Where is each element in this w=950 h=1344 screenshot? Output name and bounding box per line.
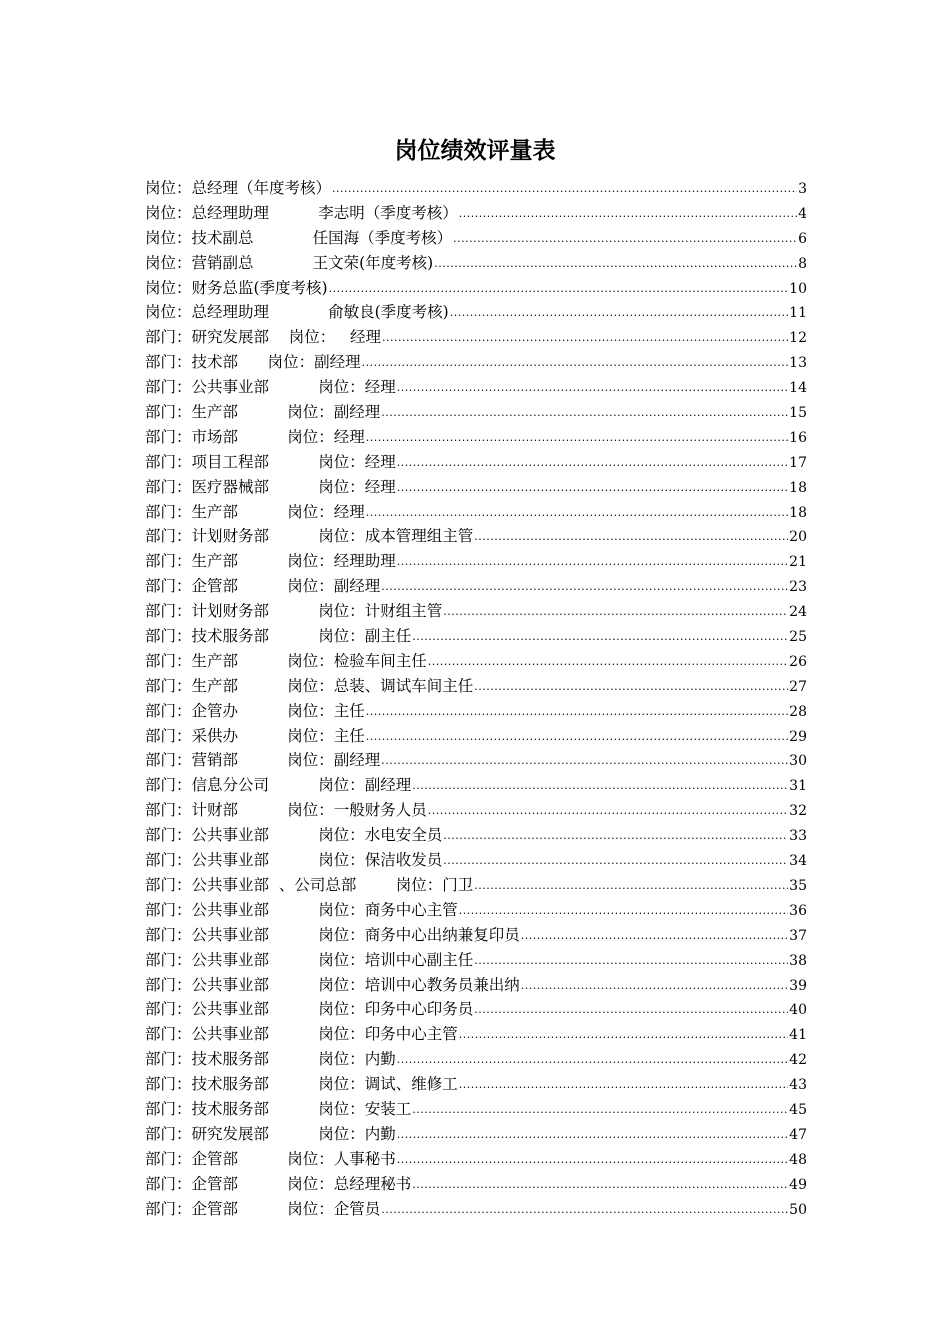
toc-entry[interactable]	[145, 1097, 807, 1122]
toc-entry-text: 部门：计划财务部 岗位：计财组主管	[145, 602, 443, 621]
dot-leader	[474, 874, 788, 899]
toc-page-number: 4	[798, 205, 807, 222]
toc-entry-text: 部门：技术服务部 岗位：调试、维修工	[145, 1075, 458, 1094]
toc-entry-text: 部门：技术服务部 岗位：副主任	[145, 627, 412, 646]
toc-entry[interactable]	[145, 948, 807, 973]
toc-entry[interactable]	[145, 425, 807, 450]
toc-entry-text: 部门：企管部 岗位：总经理秘书	[145, 1174, 412, 1193]
toc-entry-text: 部门：项目工程部 岗位：经理	[145, 452, 396, 471]
table-of-contents	[145, 176, 807, 1221]
toc-entry[interactable]	[145, 450, 807, 475]
dot-leader	[459, 899, 788, 924]
toc-entry-text: 部门：研究发展部 岗位： 经理	[145, 328, 381, 347]
toc-entry[interactable]	[145, 375, 807, 400]
dot-leader	[397, 1048, 788, 1073]
dot-leader	[474, 949, 788, 974]
toc-entry-text: 部门：公共事业部 岗位：商务中心出纳兼复印员	[145, 925, 520, 944]
toc-entry[interactable]	[145, 176, 807, 201]
dot-leader	[397, 376, 788, 401]
toc-entry-text: 部门：技术服务部 岗位：内勤	[145, 1050, 396, 1069]
toc-entry[interactable]	[145, 226, 807, 251]
toc-page-number: 34	[789, 853, 807, 870]
toc-entry-text: 部门：公共事业部 岗位：经理	[145, 378, 396, 397]
toc-page-number: 48	[789, 1151, 807, 1168]
toc-page-number: 33	[789, 828, 807, 845]
toc-entry[interactable]	[145, 350, 807, 375]
toc-entry[interactable]	[145, 276, 807, 301]
dot-leader	[443, 600, 788, 625]
toc-entry-text: 部门：研究发展部 岗位：内勤	[145, 1124, 396, 1143]
toc-entry[interactable]	[145, 1047, 807, 1072]
toc-entry-text: 部门：计划财务部 岗位：成本管理组主管	[145, 527, 474, 546]
dot-leader	[362, 351, 789, 376]
dot-leader	[521, 924, 788, 949]
toc-entry-text: 部门：公共事业部 岗位：印务中心主管	[145, 1025, 458, 1044]
dot-leader	[428, 650, 788, 675]
toc-page-number: 6	[798, 230, 807, 247]
toc-page-number: 36	[789, 902, 807, 919]
dot-leader	[366, 700, 788, 725]
toc-entry[interactable]	[145, 1147, 807, 1172]
toc-page-number: 28	[789, 703, 807, 720]
toc-entry-text: 部门：采供办 岗位：主任	[145, 726, 365, 745]
toc-entry[interactable]	[145, 475, 807, 500]
toc-entry-text: 部门：公共事业部 岗位：培训中心副主任	[145, 950, 474, 969]
toc-page-number: 15	[789, 405, 807, 422]
toc-entry-text: 部门：技术服务部 岗位：安装工	[145, 1099, 412, 1118]
toc-entry-text: 部门：生产部 岗位：总装、调试车间主任	[145, 676, 474, 695]
toc-entry-text: 岗位：营销副总 王文荣(年度考核)	[145, 253, 434, 272]
toc-entry-text: 部门：技术部 岗位：副经理	[145, 353, 361, 372]
dot-leader	[450, 301, 788, 326]
dot-leader	[397, 550, 788, 575]
toc-entry[interactable]	[145, 973, 807, 998]
toc-page-number: 27	[789, 678, 807, 695]
toc-entry-text: 部门：公共事业部 岗位：印务中心印务员	[145, 1000, 474, 1019]
dot-leader	[366, 501, 788, 526]
toc-page-number: 13	[789, 355, 807, 372]
toc-page-number: 38	[789, 952, 807, 969]
dot-leader	[412, 625, 788, 650]
toc-entry-text: 岗位：总经理助理 俞敏良(季度考核)	[145, 303, 449, 322]
toc-entry-text: 部门：医疗器械部 岗位：经理	[145, 477, 396, 496]
dot-leader	[428, 799, 788, 824]
toc-page-number: 39	[789, 977, 807, 994]
toc-page-number: 25	[789, 629, 807, 646]
toc-page-number: 29	[789, 728, 807, 745]
toc-page-number: 12	[789, 330, 807, 347]
dot-leader	[381, 1198, 788, 1223]
toc-page-number: 50	[789, 1201, 807, 1218]
toc-entry[interactable]	[145, 201, 807, 226]
toc-entry[interactable]	[145, 549, 807, 574]
toc-entry[interactable]	[145, 823, 807, 848]
toc-entry[interactable]	[145, 997, 807, 1022]
toc-page-number: 37	[789, 927, 807, 944]
toc-entry-text: 部门：生产部 岗位：经理	[145, 502, 365, 521]
toc-entry-text: 部门：营销部 岗位：副经理	[145, 751, 381, 770]
toc-entry[interactable]	[145, 624, 807, 649]
toc-entry-text: 岗位：总经理助理 李志明（季度考核）	[145, 203, 458, 222]
toc-entry[interactable]	[145, 649, 807, 674]
toc-entry-text: 部门：生产部 岗位：检验车间主任	[145, 651, 427, 670]
toc-entry[interactable]	[145, 300, 807, 325]
toc-entry[interactable]	[145, 798, 807, 823]
toc-entry[interactable]	[145, 699, 807, 724]
toc-page-number: 26	[789, 653, 807, 670]
toc-entry[interactable]	[145, 574, 807, 599]
dot-leader	[459, 202, 797, 227]
toc-page-number: 16	[789, 429, 807, 446]
toc-entry-text: 岗位：财务总监(季度考核)	[145, 278, 328, 297]
dot-leader	[381, 401, 788, 426]
page-title: 岗位绩效评量表	[394, 138, 556, 164]
toc-entry-text: 部门：公共事业部 岗位：保洁收发员	[145, 851, 443, 870]
toc-page-number: 18	[789, 504, 807, 521]
toc-page-number: 40	[789, 1002, 807, 1019]
toc-entry-text: 部门：企管部 岗位：企管员	[145, 1199, 381, 1218]
toc-page-number: 47	[789, 1126, 807, 1143]
dot-leader	[397, 1123, 788, 1148]
toc-entry[interactable]	[145, 599, 807, 624]
toc-page-number: 3	[798, 181, 807, 197]
toc-entry[interactable]	[145, 1022, 807, 1047]
toc-page-number: 31	[789, 778, 807, 795]
toc-entry-text: 部门：企管部 岗位：人事秘书	[145, 1149, 396, 1168]
toc-entry[interactable]	[145, 848, 807, 873]
dot-leader	[397, 1148, 788, 1173]
toc-entry-text: 部门：公共事业部 、公司总部 岗位：门卫	[145, 875, 474, 894]
toc-entry-text: 部门：市场部 岗位：经理	[145, 427, 365, 446]
toc-page-number: 45	[789, 1101, 807, 1118]
dot-leader	[412, 1098, 788, 1123]
dot-leader	[366, 426, 788, 451]
toc-entry-text: 部门：生产部 岗位：副经理	[145, 403, 381, 422]
toc-page-number: 30	[789, 753, 807, 770]
toc-page-number: 41	[789, 1027, 807, 1044]
toc-page-number: 21	[789, 554, 807, 571]
toc-page-number: 20	[789, 529, 807, 546]
toc-page-number: 49	[789, 1176, 807, 1193]
toc-entry-text: 部门：企管部 岗位：副经理	[145, 577, 381, 596]
toc-page-number: 23	[789, 579, 807, 596]
toc-entry[interactable]	[145, 674, 807, 699]
dot-leader	[412, 1173, 788, 1198]
dot-leader	[474, 998, 788, 1023]
toc-page-number: 18	[789, 479, 807, 496]
toc-entry[interactable]	[145, 773, 807, 798]
dot-leader	[397, 476, 788, 501]
toc-entry[interactable]	[145, 500, 807, 525]
toc-page-number: 10	[789, 280, 807, 297]
dot-leader	[459, 1073, 788, 1098]
dot-leader	[381, 749, 788, 774]
toc-entry[interactable]	[145, 898, 807, 923]
toc-entry[interactable]	[145, 724, 807, 749]
toc-entry-text: 部门：公共事业部 岗位：培训中心教务员兼出纳	[145, 975, 520, 994]
toc-entry[interactable]	[145, 325, 807, 350]
toc-page-number: 24	[789, 604, 807, 621]
toc-entry[interactable]	[145, 748, 807, 773]
dot-leader	[381, 575, 788, 600]
toc-entry[interactable]	[145, 251, 807, 276]
toc-page-number: 11	[789, 305, 807, 322]
dot-leader	[443, 824, 788, 849]
toc-entry[interactable]	[145, 400, 807, 425]
dot-leader	[459, 1023, 788, 1048]
toc-entry-text: 岗位：总经理（年度考核）	[145, 179, 332, 197]
toc-entry-text: 部门：计财部 岗位：一般财务人员	[145, 801, 427, 820]
toc-entry-text: 部门：生产部 岗位：经理助理	[145, 552, 396, 571]
toc-entry[interactable]	[145, 923, 807, 948]
toc-page-number: 32	[789, 803, 807, 820]
dot-leader	[474, 675, 788, 700]
dot-leader	[521, 974, 788, 999]
toc-entry-text: 岗位：技术副总 任国海（季度考核）	[145, 228, 453, 247]
toc-page-number: 14	[789, 380, 807, 397]
dot-leader	[434, 252, 797, 277]
dot-leader	[474, 525, 788, 550]
dot-leader	[453, 227, 797, 252]
toc-page-number: 17	[789, 454, 807, 471]
dot-leader	[329, 277, 789, 302]
toc-entry[interactable]	[145, 873, 807, 898]
toc-page-number: 43	[789, 1077, 807, 1094]
dot-leader	[366, 725, 788, 750]
toc-page-number: 42	[789, 1052, 807, 1069]
dot-leader	[332, 177, 797, 202]
toc-entry[interactable]	[145, 1197, 807, 1222]
dot-leader	[443, 849, 788, 874]
toc-entry-text: 部门：企管办 岗位：主任	[145, 701, 365, 720]
toc-entry[interactable]	[145, 1172, 807, 1197]
toc-entry[interactable]	[145, 524, 807, 549]
toc-entry-text: 部门：信息分公司 岗位：副经理	[145, 776, 412, 795]
dot-leader	[397, 451, 788, 476]
toc-entry[interactable]	[145, 1072, 807, 1097]
toc-page-number: 35	[789, 877, 807, 894]
toc-entry-text: 部门：公共事业部 岗位：水电安全员	[145, 826, 443, 845]
dot-leader	[412, 774, 788, 799]
dot-leader	[382, 326, 788, 351]
toc-page-number: 8	[798, 255, 807, 272]
toc-entry-text: 部门：公共事业部 岗位：商务中心主管	[145, 900, 458, 919]
toc-entry[interactable]	[145, 1122, 807, 1147]
